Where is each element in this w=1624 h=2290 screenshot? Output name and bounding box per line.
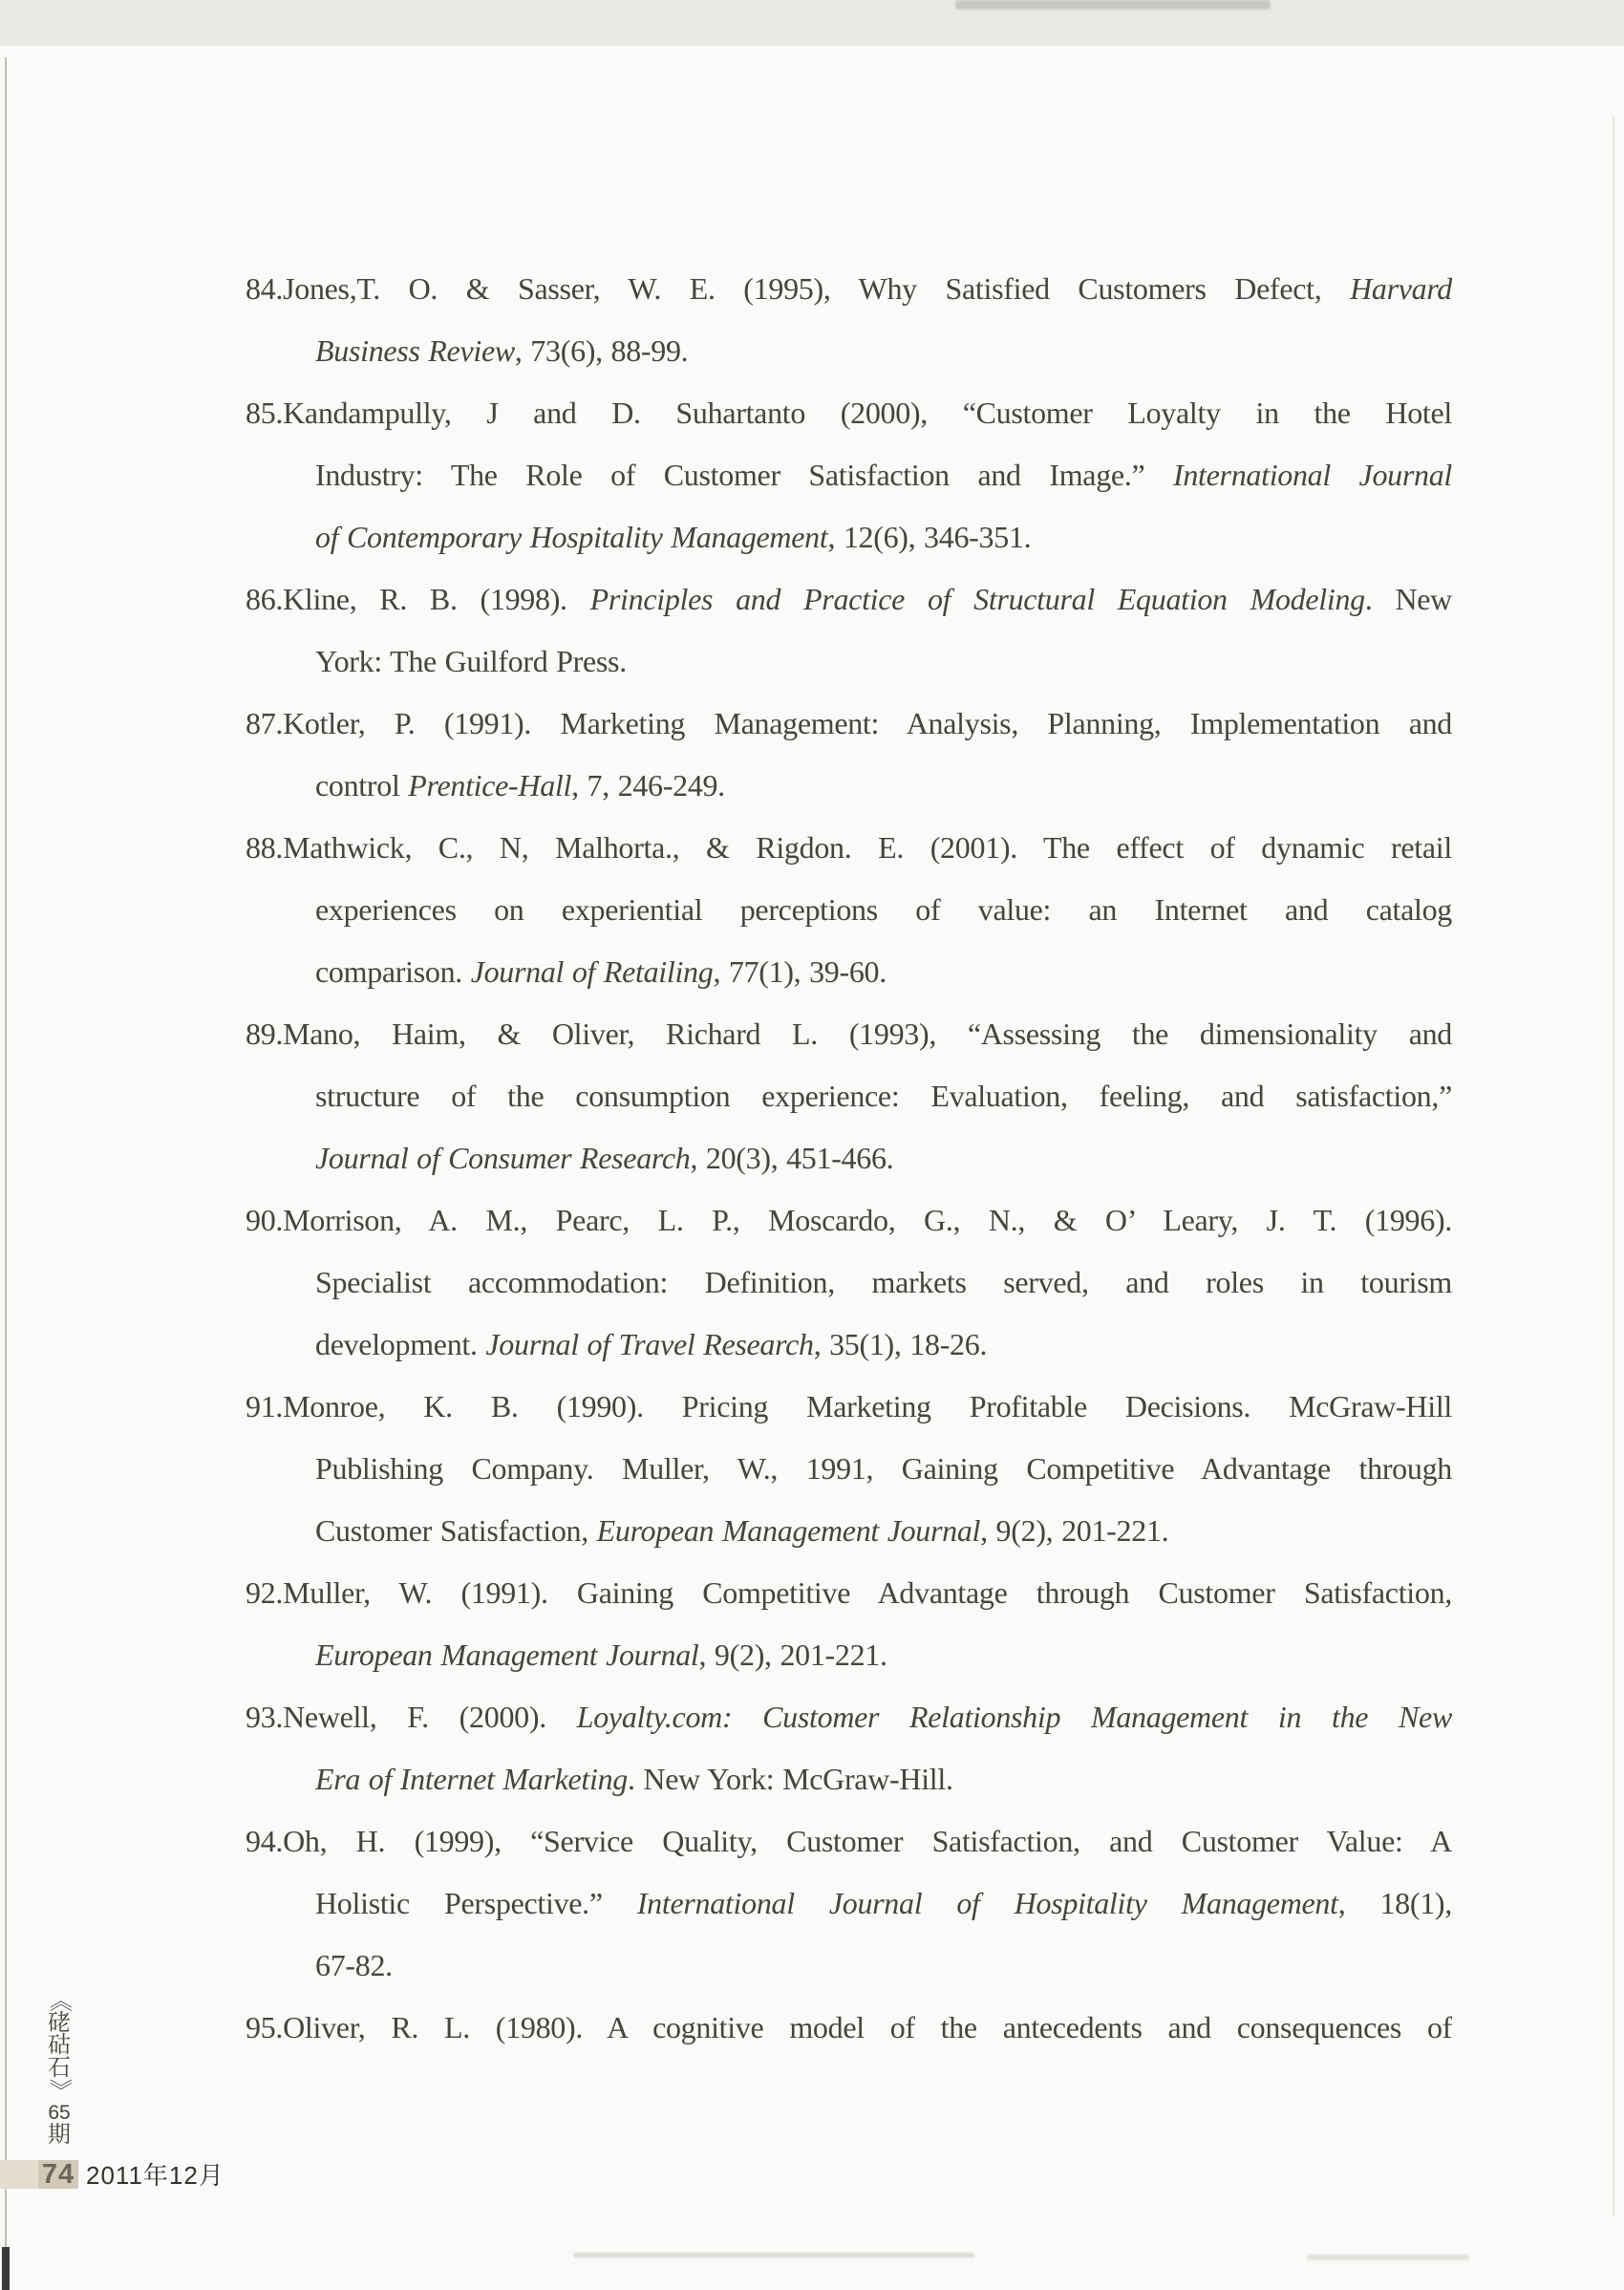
reference-italic-segment: Journal of Retailing [470, 954, 714, 989]
reference-italic-segment: International Journal [1173, 458, 1452, 492]
reference-text-segment: . New [1364, 582, 1452, 616]
reference-line [246, 1562, 1452, 1624]
reference-line [246, 1686, 1452, 1748]
reference-text-segment: Customer Satisfaction, [315, 1513, 597, 1548]
journal-label-char: 石 [48, 2054, 71, 2081]
reference-line [315, 506, 1452, 568]
reference-italic-segment: Journal of Travel Research [485, 1327, 814, 1361]
reference-text-segment: development. [315, 1327, 486, 1361]
reference-line [315, 941, 1452, 1003]
scan-left-edge-line [5, 57, 7, 2290]
scan-smudge-top [955, 0, 1271, 10]
reference-line [315, 1935, 1452, 1997]
reference-line [246, 1189, 1452, 1252]
reference-italic-segment: Prentice-Hall [408, 768, 572, 803]
scan-right-edge-line [1613, 115, 1614, 2216]
reference-line [246, 693, 1452, 755]
reference-line [315, 1873, 1452, 1935]
scan-smudge-bottom-center [573, 2253, 974, 2258]
reference-italic-segment: Business Review [315, 333, 515, 368]
page-number-badge [0, 2160, 78, 2189]
reference-text-segment: 84.Jones,T. O. & Sasser, W. E. (1995), Why Satisfied Customers Defect, [246, 271, 1351, 306]
reference-text-segment: 95.Oliver, R. L. (1980). A cognitive model of the antecedents and consequences of [246, 2010, 1452, 2044]
reference-line [246, 1003, 1452, 1065]
reference-line [315, 879, 1452, 941]
reference-line [315, 1438, 1452, 1500]
reference-text-segment: 92.Muller, W. (1991). Gaining Competitive Advantage through Customer Satisfaction, [246, 1575, 1452, 1610]
reference-text-segment: 88.Mathwick, C., N, Malhorta., & Rigdon. E. (2001). The effect of dynamic retail [246, 830, 1452, 865]
reference-text-segment: , 7, 246-249. [571, 768, 725, 803]
journal-label-char: 期 [48, 2122, 71, 2148]
journal-label-vertical [42, 1989, 76, 2147]
journal-label-char: 𥑮 [48, 2032, 71, 2058]
reference-line [315, 1624, 1452, 1686]
reference-text-segment: 86.Kline, R. B. (1998). [246, 582, 590, 616]
reference-text-segment: 67-82. [315, 1948, 393, 1982]
reference-text-segment: Publishing Company. Muller, W., 1991, Gaining Competitive Advantage through [315, 1451, 1452, 1486]
scan-top-band [0, 0, 1624, 46]
reference-line [246, 568, 1452, 631]
reference-text-segment: , 73(6), 88-99. [514, 333, 689, 368]
reference-line [315, 631, 1452, 693]
reference-text-segment: 89.Mano, Haim, & Oliver, Richard L. (1993), “Assessing the dimensionality and [246, 1017, 1452, 1051]
reference-text-segment: 93.Newell, F. (2000). [246, 1700, 577, 1734]
reference-italic-segment: Principles and Practice of Structural Equation Modeling [589, 582, 1365, 616]
reference-italic-segment: Loyalty.com: Customer Relationship Management in the New [576, 1700, 1452, 1734]
issue-date: 2011年12月 [86, 2161, 224, 2190]
reference-line [246, 1997, 1452, 2059]
reference-line [246, 258, 1452, 320]
reference-line [315, 320, 1452, 382]
reference-text-segment: Holistic Perspective.” [315, 1886, 637, 1920]
reference-italic-segment: European Management Journal [315, 1637, 699, 1672]
reference-line [246, 1376, 1452, 1438]
reference-line [246, 382, 1452, 444]
reference-italic-segment: of Contemporary Hospitality Management [315, 520, 828, 554]
reference-text-segment: , 12(6), 346-351. [827, 520, 1032, 554]
reference-text-segment: 87.Kotler, P. (1991). Marketing Management: Analysis, Planning, Implementation and [246, 706, 1452, 740]
reference-text-segment: 85.Kandampully, J and D. Suhartanto (2000), “Customer Loyalty in the Hotel [246, 396, 1452, 430]
reference-line [315, 1252, 1452, 1314]
reference-line [315, 444, 1452, 506]
journal-label-char: 硓 [48, 2009, 71, 2036]
reference-line [246, 1810, 1452, 1873]
reference-line [315, 1748, 1452, 1810]
scan-left-edge-mark [2, 2247, 10, 2290]
reference-italic-segment: International Journal of Hospitality Management [636, 1886, 1338, 1920]
reference-italic-segment: European Management Journal [596, 1513, 981, 1548]
reference-text-segment: control [315, 768, 409, 803]
reference-line [315, 1065, 1452, 1127]
reference-text-segment: 90.Morrison, A. M., Pearc, L. P., Moscardo, G., N., & O’ Leary, J. T. (1996). [246, 1203, 1452, 1237]
reference-text-segment: , 9(2), 201-221. [698, 1637, 887, 1672]
journal-label-char: 《 [46, 1988, 73, 2012]
page-number: 74 [41, 2159, 75, 2190]
reference-text-segment: 91.Monroe, K. B. (1990). Pricing Marketing Profitable Decisions. McGraw-Hill [246, 1389, 1452, 1423]
reference-text-segment: Industry: The Role of Customer Satisfaction and Image.” [315, 458, 1173, 492]
reference-text-segment: , 18(1), [1337, 1886, 1452, 1920]
reference-line [246, 817, 1452, 879]
reference-line [315, 1127, 1452, 1189]
references-list [246, 258, 1452, 2059]
page-number-badge-light-strip [0, 2160, 38, 2189]
reference-text-segment: . New York: McGraw-Hill. [628, 1762, 953, 1796]
reference-italic-segment: Journal of Consumer Research [315, 1141, 691, 1175]
reference-text-segment: , 77(1), 39-60. [713, 954, 887, 989]
reference-text-segment: experiences on experiential perceptions of value: an Internet and catalog [315, 892, 1452, 927]
reference-text-segment: Specialist accommodation: Definition, markets served, and roles in tourism [315, 1265, 1452, 1299]
reference-text-segment: , 35(1), 18-26. [813, 1327, 988, 1361]
journal-label-char: 65 [48, 2101, 71, 2124]
reference-line [315, 1314, 1452, 1376]
reference-text-segment: comparison. [315, 954, 471, 989]
reference-text-segment: structure of the consumption experience: Evaluation, feeling, and satisfaction,” [315, 1079, 1452, 1113]
reference-line [315, 755, 1452, 817]
reference-italic-segment: Harvard [1350, 271, 1452, 306]
reference-line [315, 1500, 1452, 1562]
reference-text-segment: 94.Oh, H. (1999), “Service Quality, Customer Satisfaction, and Customer Value: A [246, 1824, 1452, 1858]
scan-smudge-bottom-right [1307, 2255, 1469, 2260]
reference-text-segment: , 9(2), 201-221. [980, 1513, 1169, 1548]
reference-text-segment: York: The Guilford Press. [315, 644, 627, 678]
journal-label-char: 》 [46, 2078, 73, 2102]
reference-italic-segment: Era of Internet Marketing [315, 1762, 628, 1796]
reference-text-segment: , 20(3), 451-466. [690, 1141, 894, 1175]
